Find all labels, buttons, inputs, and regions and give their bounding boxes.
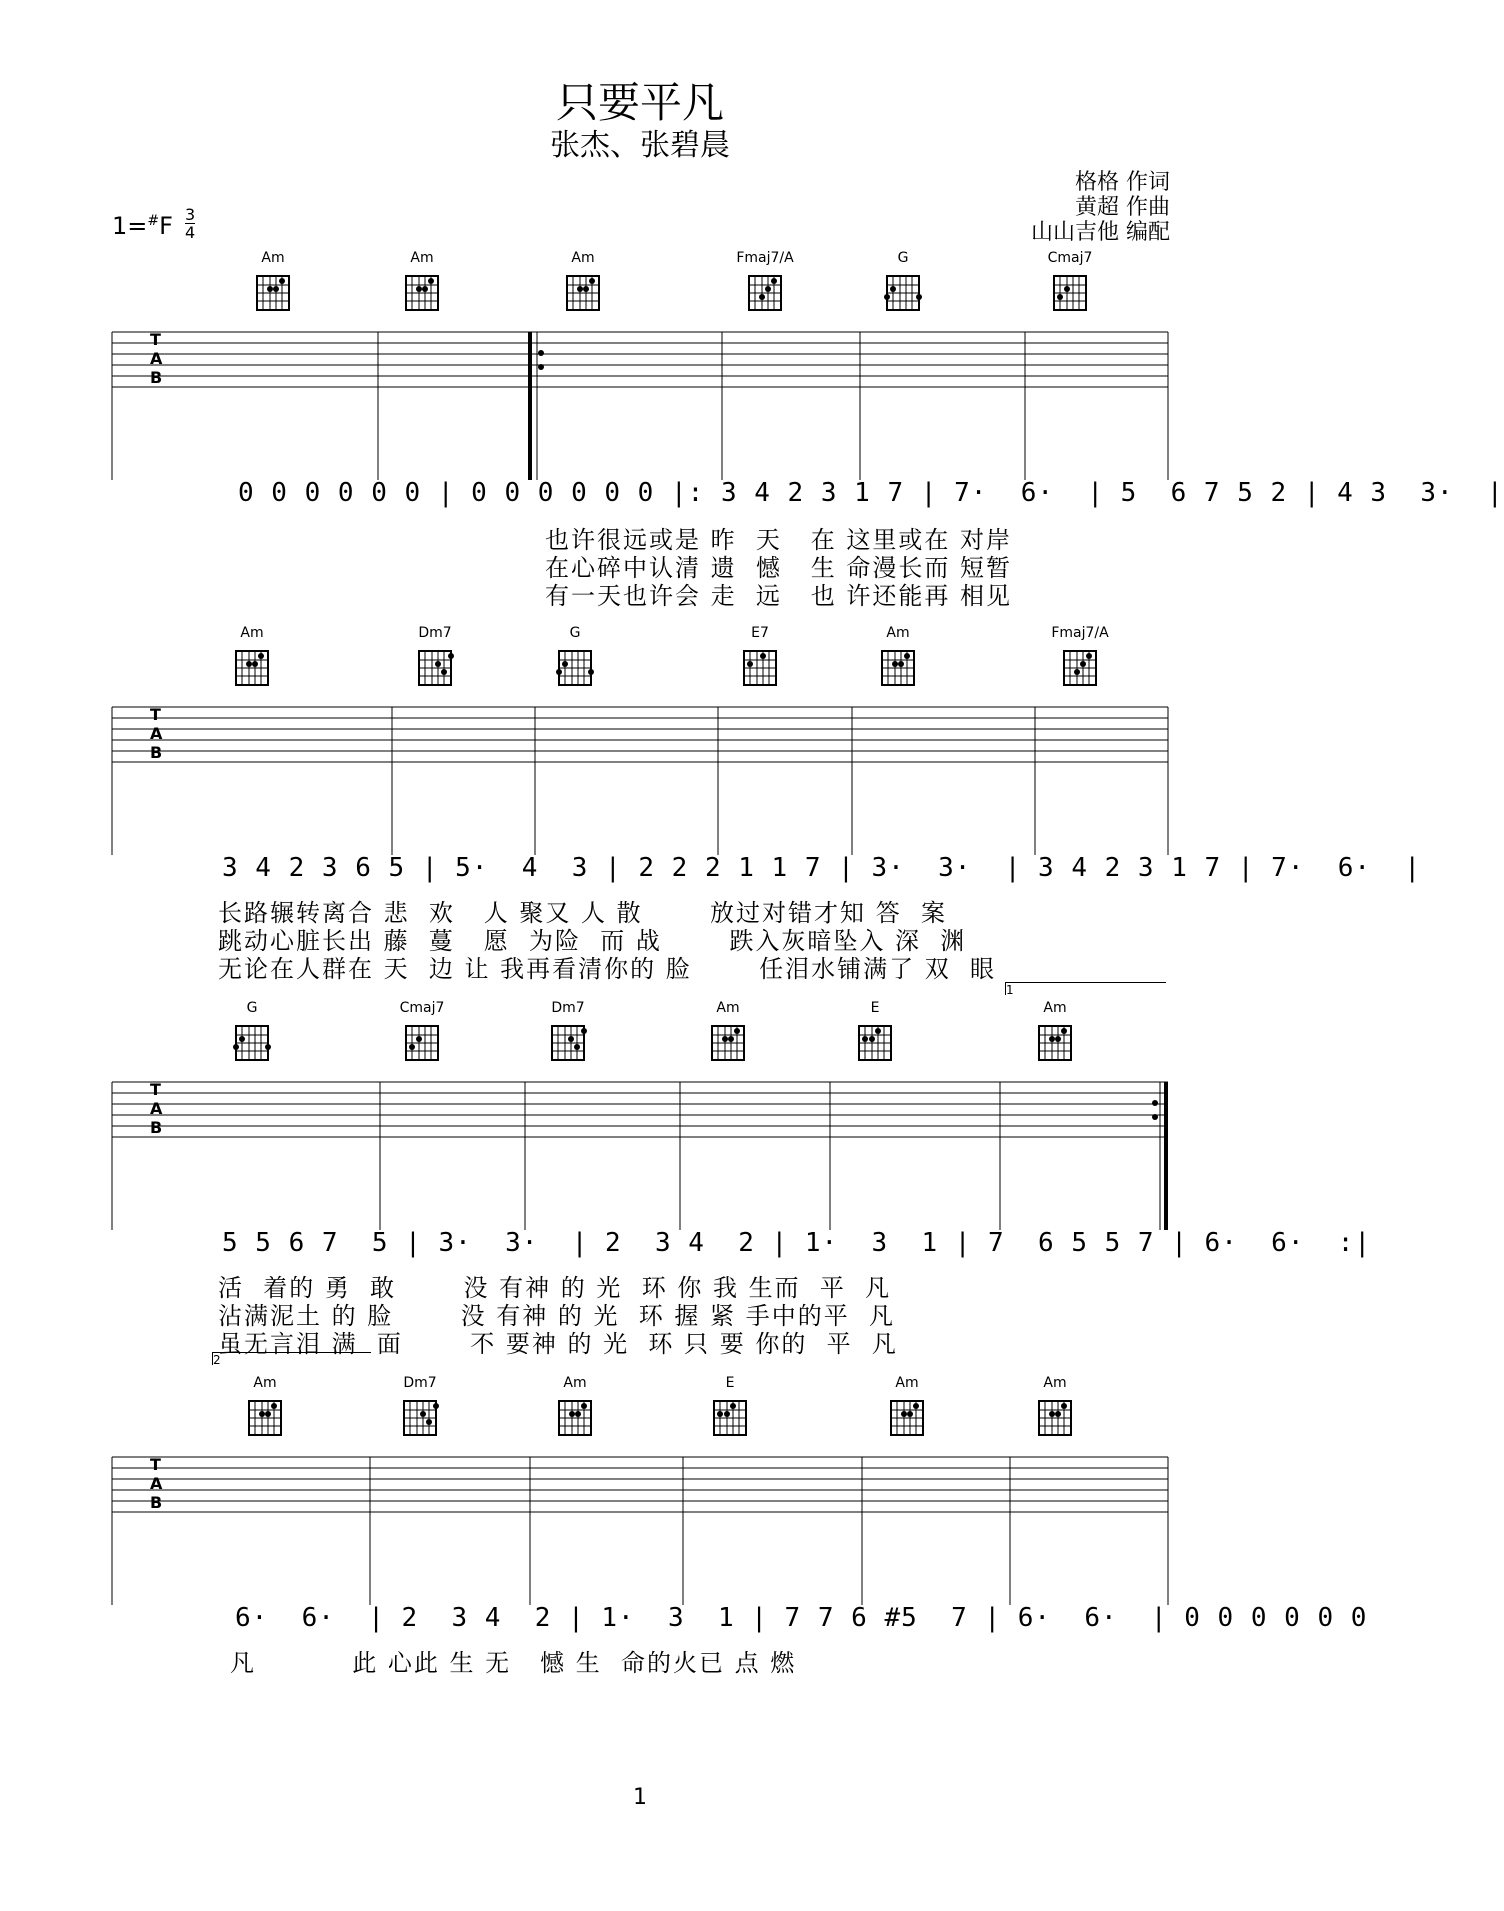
- chord-diagram: Cmaj7: [1040, 250, 1100, 312]
- chord-grid-icon: [251, 266, 295, 312]
- chord-grid-icon: [553, 641, 597, 687]
- chord-diagram: Am: [392, 250, 452, 312]
- numbered-notation: 6· 6· | 2 3 4 2 | 1· 3 1 | 7 7 6 #5 7 | 6· 6· | 0 0 0 0 0 0: [235, 1603, 1368, 1633]
- song-title: 只要平凡: [555, 78, 724, 127]
- chord-grid-icon: [1058, 641, 1102, 687]
- lyric-line: 沾满泥土 的 脸 没 有神 的 光 环 握 紧 手中的平 凡: [218, 1302, 895, 1330]
- chord-grid-icon: [553, 1391, 597, 1437]
- chord-diagram: E: [700, 1375, 760, 1437]
- tab-clef: T A B: [150, 1080, 163, 1137]
- chord-grid-icon: [398, 1391, 442, 1437]
- numbered-notation: 0 0 0 0 0 0 | 0 0 0 0 0 0 |: 3 4 2 3 1 7 | 7· 6· | 5 6 7 5 2 | 4 3 3· |: [238, 478, 1504, 508]
- chord-diagram: G: [873, 250, 933, 312]
- tab-staff: [0, 1445, 1280, 1605]
- chord-grid-icon: [1048, 266, 1092, 312]
- chord-grid-icon: [853, 1016, 897, 1062]
- chord-grid-icon: [743, 266, 787, 312]
- tab-clef: T A B: [150, 1455, 163, 1512]
- chord-diagram: Dm7: [405, 625, 465, 687]
- page-number: 1: [633, 1785, 647, 1810]
- chord-grid-icon: [708, 1391, 752, 1437]
- chord-grid-icon: [885, 1391, 929, 1437]
- volta-1: 1: [1005, 982, 1166, 995]
- lyric-line: 活 着的 勇 敢 没 有神 的 光 环 你 我 生而 平 凡: [218, 1274, 892, 1302]
- tab-clef: T A B: [150, 330, 163, 387]
- chord-grid-icon: [243, 1391, 287, 1437]
- lyricist-credit: 格格 作词: [1075, 170, 1170, 195]
- time-signature: 3 4: [185, 205, 196, 242]
- tab-staff: [0, 695, 1280, 855]
- chord-grid-icon: [546, 1016, 590, 1062]
- tab-clef: T A B: [150, 705, 163, 762]
- chord-diagram: Cmaj7: [392, 1000, 452, 1062]
- chord-grid-icon: [561, 266, 605, 312]
- chord-grid-icon: [706, 1016, 750, 1062]
- lyric-line: 无论在人群在 天 边 让 我再看清你的 脸 任泪水铺满了 双 眼: [218, 955, 997, 983]
- chord-diagram: Am: [877, 1375, 937, 1437]
- lyric-line: 有一天也许会 走 远 也 许还能再 相见: [545, 582, 1013, 610]
- chord-grid-icon: [876, 641, 920, 687]
- chord-grid-icon: [400, 266, 444, 312]
- chord-diagram: Am: [1025, 1375, 1085, 1437]
- chord-grid-icon: [738, 641, 782, 687]
- chord-grid-icon: [400, 1016, 444, 1062]
- chord-diagram: Am: [545, 1375, 605, 1437]
- lyric-line: 在心碎中认清 遗 憾 生 命漫长而 短暂: [545, 554, 1013, 582]
- artist-name: 张杰、张碧晨: [550, 128, 730, 163]
- chord-diagram: G: [545, 625, 605, 687]
- chord-diagram: Am: [235, 1375, 295, 1437]
- chord-diagram: Am: [553, 250, 613, 312]
- chord-diagram: Fmaj7/A: [735, 250, 795, 312]
- chord-diagram: Dm7: [538, 1000, 598, 1062]
- chord-diagram: Am: [222, 625, 282, 687]
- numbered-notation: 5 5 6 7 5 | 3· 3· | 2 3 4 2 | 1· 3 1 | 7 6 5 5 7 | 6· 6· :|: [222, 1228, 1372, 1258]
- chord-grid-icon: [413, 641, 457, 687]
- lyric-line: 长路辗转离合 悲 欢 人 聚又 人 散 放过对错才知 答 案: [218, 899, 947, 927]
- lyric-line: 也许很远或是 昨 天 在 这里或在 对岸: [545, 526, 1013, 554]
- chord-diagram: G: [222, 1000, 282, 1062]
- chord-diagram: Fmaj7/A: [1050, 625, 1110, 687]
- chord-grid-icon: [230, 1016, 274, 1062]
- chord-diagram: Am: [868, 625, 928, 687]
- chord-diagram: Dm7: [390, 1375, 450, 1437]
- chord-diagram: Am: [1025, 1000, 1085, 1062]
- composer-credit: 黄超 作曲: [1075, 195, 1170, 220]
- chord-diagram: E7: [730, 625, 790, 687]
- volta-2: 2: [212, 1352, 371, 1365]
- chord-grid-icon: [230, 641, 274, 687]
- lyric-line: 跳动心脏长出 藤 蔓 愿 为险 而 战 跌入灰暗坠入 深 渊: [218, 927, 967, 955]
- tab-staff: [0, 320, 1280, 480]
- key-signature: 1=#F: [112, 212, 173, 240]
- chord-diagram: Am: [243, 250, 303, 312]
- arranger-credit: 山山吉他 编配: [1031, 220, 1170, 245]
- lyric-line: 虽无言泪 满 面 不 要神 的 光 环 只 要 你的 平 凡: [218, 1330, 898, 1358]
- chord-diagram: E: [845, 1000, 905, 1062]
- tab-staff: [0, 1070, 1280, 1230]
- chord-grid-icon: [1033, 1391, 1077, 1437]
- chord-grid-icon: [881, 266, 925, 312]
- chord-diagram: Am: [698, 1000, 758, 1062]
- numbered-notation: 3 4 2 3 6 5 | 5· 4 3 | 2 2 2 1 1 7 | 3· 3· | 3 4 2 3 1 7 | 7· 6· |: [222, 853, 1422, 883]
- lyric-line: 凡 此 心此 生 无 憾 生 命的火已 点 燃: [230, 1649, 797, 1677]
- chord-grid-icon: [1033, 1016, 1077, 1062]
